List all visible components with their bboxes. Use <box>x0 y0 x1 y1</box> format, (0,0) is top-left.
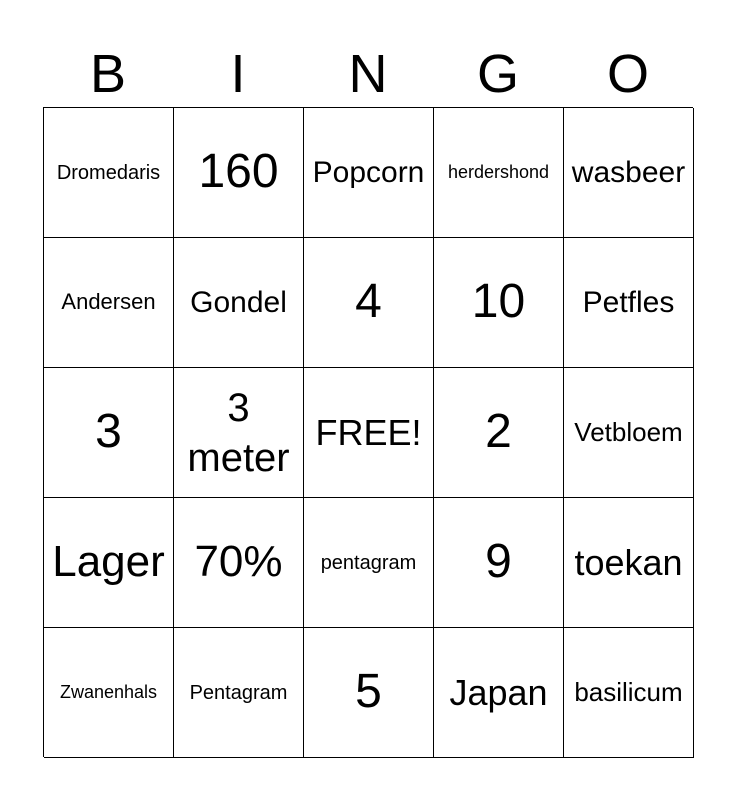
bingo-cell: basilicum <box>564 628 694 758</box>
bingo-cell: Japan <box>434 628 564 758</box>
bingo-cell: 4 <box>304 238 434 368</box>
free-cell: FREE! <box>304 368 434 498</box>
bingo-cell: herdershond <box>434 108 564 238</box>
header-letter-i: I <box>230 44 246 104</box>
bingo-cell: 2 <box>434 368 564 498</box>
bingo-cell: Lager <box>44 498 174 628</box>
bingo-cell: Pentagram <box>174 628 304 758</box>
bingo-cell: 70% <box>174 498 304 628</box>
header-letter-n: N <box>348 44 388 104</box>
bingo-cell: Popcorn <box>304 108 434 238</box>
bingo-cell: 10 <box>434 238 564 368</box>
bingo-cell: 3 <box>44 368 174 498</box>
header-letter-o: O <box>606 44 649 104</box>
bingo-cell: 3 meter <box>174 368 304 498</box>
header-letter-g: G <box>476 44 519 104</box>
bingo-cell: 5 <box>304 628 434 758</box>
header-letter-b: B <box>89 44 127 104</box>
bingo-cell: Vetbloem <box>564 368 694 498</box>
bingo-cell: Andersen <box>44 238 174 368</box>
bingo-cell: Petfles <box>564 238 694 368</box>
bingo-header <box>43 40 693 108</box>
bingo-cell: toekan <box>564 498 694 628</box>
bingo-board <box>43 107 693 757</box>
bingo-cell: wasbeer <box>564 108 694 238</box>
bingo-cell: pentagram <box>304 498 434 628</box>
bingo-cell: 160 <box>174 108 304 238</box>
bingo-cell: Dromedaris <box>44 108 174 238</box>
bingo-cell: Zwanenhals <box>44 628 174 758</box>
bingo-cell: 9 <box>434 498 564 628</box>
bingo-cell: Gondel <box>174 238 304 368</box>
